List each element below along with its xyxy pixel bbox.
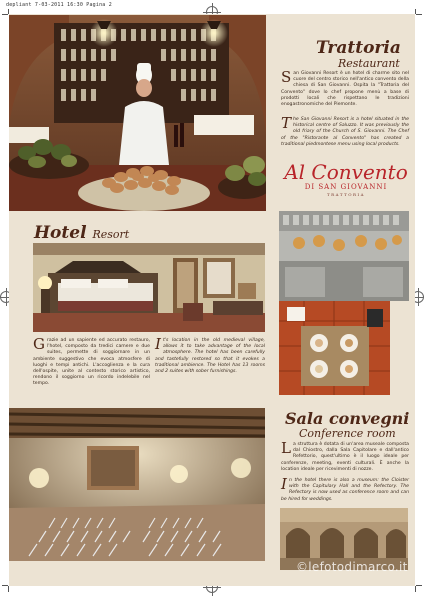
logo-sub-text: DI SAN GIOVANNI [304, 183, 388, 191]
kitchen-photo-art [279, 211, 409, 301]
hotel-italian-dropcap: G [33, 335, 45, 353]
trattoria-title: Trattoria [316, 38, 401, 58]
trattoria-text-english [281, 114, 409, 148]
sala-text-english [281, 475, 409, 503]
sala-title: Sala convegni [285, 409, 410, 428]
al-convento-logo [283, 162, 409, 202]
crop-mark-top-right-h [416, 14, 422, 15]
table-setting-photo-art [279, 301, 390, 395]
photographer-watermark: ©lefotodimarco.it [296, 560, 408, 574]
hotel-italian-body: razie ad un sapiente ed accurato restauro, l'hotel, composto da tredici camere e due suites, permette di soggiornare in un ambiente suggestivo che evoca atmosfere di luoghi e tempi antichi. L'accoglienza e la cura dell'ospite, unite al contesto storico artistico, rendono il soggiorno un ricordo indelebile nel tempo. [33, 338, 150, 387]
logo-main-text: Al Convento [284, 160, 408, 184]
hotel-title [34, 223, 129, 243]
sala-subtitle: Conference room [299, 427, 396, 440]
hotel-room-photo [33, 243, 265, 332]
trattoria-subtitle: Restaurant [338, 57, 400, 70]
print-slug: depliant 7-03-2011 16:30 Pagina 2 [6, 2, 112, 8]
sala-text-italian [281, 439, 409, 473]
trattoria-english-body: he San Giovanni Resort is a hotel situated in the historical centre of Saluzzo. It was previously the old friary of the Church of S. Giovanni. The Chef of the "Ristorante al Convento" has created a traditional piedmontese menu using local products. [281, 117, 409, 147]
crop-mark-bottom-right [415, 586, 416, 592]
trattoria-text-italian [281, 68, 409, 108]
sala-english-dropcap: I [281, 475, 287, 493]
conference-room-photo [9, 408, 265, 561]
trattoria-italian-body: an Giovanni Resort è un hotel di charme sito nel cuore del centro storico nell'antico convento della chiesa di San Giovanni. Ospita la "Trattoria del Convento" dove lo chef propone menù a base di prodotti locali che rispettano le tradizioni enogastronomiche del Piemonte. [281, 71, 409, 108]
sala-english-body: n the hotel there is also a museum: the Cloister with the Capitulary Hall and the Refectory. The Refectory is now used as conference room and can be hired for weddings. [281, 478, 409, 502]
table-setting-photo [279, 301, 390, 395]
hotel-text-italian [33, 335, 150, 388]
hotel-english-dropcap: I [155, 335, 161, 353]
hotel-english-body: t's location in the old medieval village, allows it to take advantage of the local atmosphere. The hotel has been carefully and tastefully restored so that it evokes a traditional ambience. The Hotel has 13 rooms and 2 suites with sober furnishings. [155, 338, 265, 375]
crop-mark-bottom-left-h [2, 585, 8, 586]
kitchen-photo [279, 211, 409, 301]
conference-room-photo-art [9, 408, 265, 561]
logo-tag-text: TRATTORIA [326, 192, 366, 197]
hotel-room-photo-art [33, 243, 265, 332]
crop-mark-bottom-left [8, 586, 9, 592]
sala-italian-dropcap: L [281, 439, 291, 457]
trattoria-photo [9, 15, 266, 211]
crop-mark-bottom-right-h [416, 585, 422, 586]
hotel-text-english [155, 335, 265, 375]
trattoria-italian-dropcap: S [281, 68, 292, 86]
hotel-title-main: Hotel [34, 223, 87, 243]
trattoria-english-dropcap: T [281, 114, 292, 132]
sala-italian-body: a struttura è dotata di un'area museale composta dal Chiostro, dalla Sala Capitolare e dall'antico Refettorio, quest'ultimo è il luogo ideale per conferenze, meeting, eventi culturali. È anche la location ideale per ricevimenti di nozze. [281, 442, 409, 472]
crop-mark-top-left-h [2, 14, 8, 15]
hotel-title-sub: Resort [92, 228, 130, 241]
trattoria-photo-art [9, 15, 266, 211]
